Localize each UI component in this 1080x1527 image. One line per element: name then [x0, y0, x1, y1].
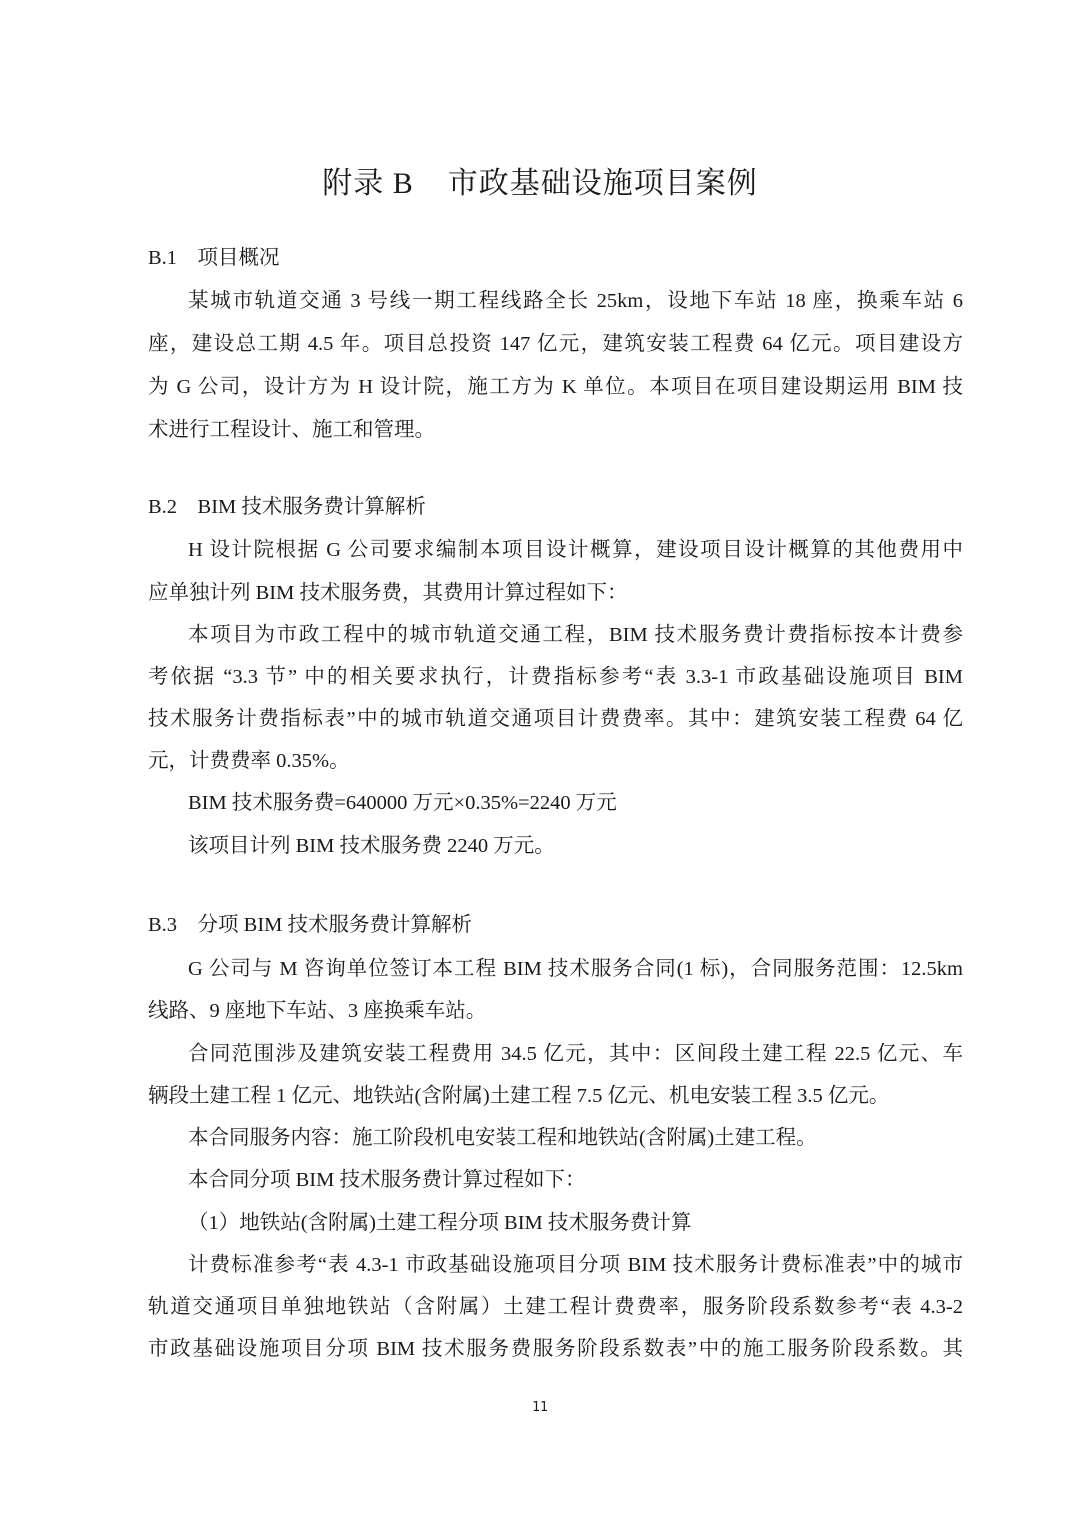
paragraph-line: 本项目为市政工程中的城市轨道交通工程，BIM 技术服务费计费指标按本计费参: [188, 624, 963, 646]
paragraph-line: 该项目计列 BIM 技术服务费 2240 万元。: [188, 835, 555, 857]
paragraph-line: 应单独计列 BIM 技术服务费，其费用计算过程如下：: [148, 582, 628, 604]
section-heading-b1: B.1 项目概况: [148, 247, 280, 269]
paragraph-line: 本合同分项 BIM 技术服务费计算过程如下：: [188, 1169, 586, 1191]
subsection-heading: （1）地铁站(含附属)土建工程分项 BIM 技术服务费计算: [188, 1212, 692, 1234]
paragraph-line: 本合同服务内容：施工阶段机电安装工程和地铁站(含附属)土建工程。: [188, 1127, 817, 1149]
paragraph-line: 元，计费费率 0.35%。: [148, 750, 350, 772]
section-heading-b2: B.2 BIM 技术服务费计算解析: [148, 496, 426, 518]
page-title: 附录 B 市政基础设施项目案例: [322, 167, 758, 200]
paragraph-line: 某城市轨道交通 3 号线一期工程线路全长 25km，设地下车站 18 座，换乘车站 6: [188, 290, 963, 312]
paragraph-line: 座，建设总工期 4.5 年。项目总投资 147 亿元，建筑安装工程费 64 亿元。项目建设方: [148, 333, 963, 355]
paragraph-line: 轨道交通项目单独地铁站（含附属）土建工程计费费率，服务阶段系数参考“表 4.3-2: [148, 1296, 963, 1318]
paragraph-line: 线路、9 座地下车站、3 座换乘车站。: [148, 1000, 487, 1022]
paragraph-line: 技术服务计费指标表”中的城市轨道交通项目计费费率。其中：建筑安装工程费 64 亿: [148, 708, 963, 730]
paragraph-line: 计费标准参考“表 4.3-1 市政基础设施项目分项 BIM 技术服务计费标准表”中的城市: [188, 1254, 963, 1276]
paragraph-line: 合同范围涉及建筑安装工程费用 34.5 亿元，其中：区间段土建工程 22.5 亿元、车: [188, 1043, 963, 1065]
paragraph-line: H 设计院根据 G 公司要求编制本项目设计概算，建设项目设计概算的其他费用中: [188, 539, 963, 561]
section-heading-b3: B.3 分项 BIM 技术服务费计算解析: [148, 914, 473, 936]
paragraph-line: 为 G 公司，设计方为 H 设计院，施工方为 K 单位。本项目在项目建设期运用 BIM 技: [148, 376, 963, 398]
paragraph-line: 市政基础设施项目分项 BIM 技术服务费服务阶段系数表”中的施工服务阶段系数。其: [148, 1338, 963, 1360]
paragraph-line: 术进行工程设计、施工和管理。: [148, 419, 435, 441]
paragraph-line: 考依据 “3.3 节” 中的相关要求执行，计费指标参考“表 3.3-1 市政基础设施项目 BIM: [148, 666, 963, 688]
paragraph-line: 辆段土建工程 1 亿元、地铁站(含附属)土建工程 7.5 亿元、机电安装工程 3.5 亿元。: [148, 1085, 890, 1107]
paragraph-line: G 公司与 M 咨询单位签订本工程 BIM 技术服务合同(1 标)，合同服务范围：12.5km: [188, 958, 963, 980]
page-number: 11: [532, 1400, 548, 1415]
formula-line: BIM 技术服务费=640000 万元×0.35%=2240 万元: [188, 792, 617, 814]
